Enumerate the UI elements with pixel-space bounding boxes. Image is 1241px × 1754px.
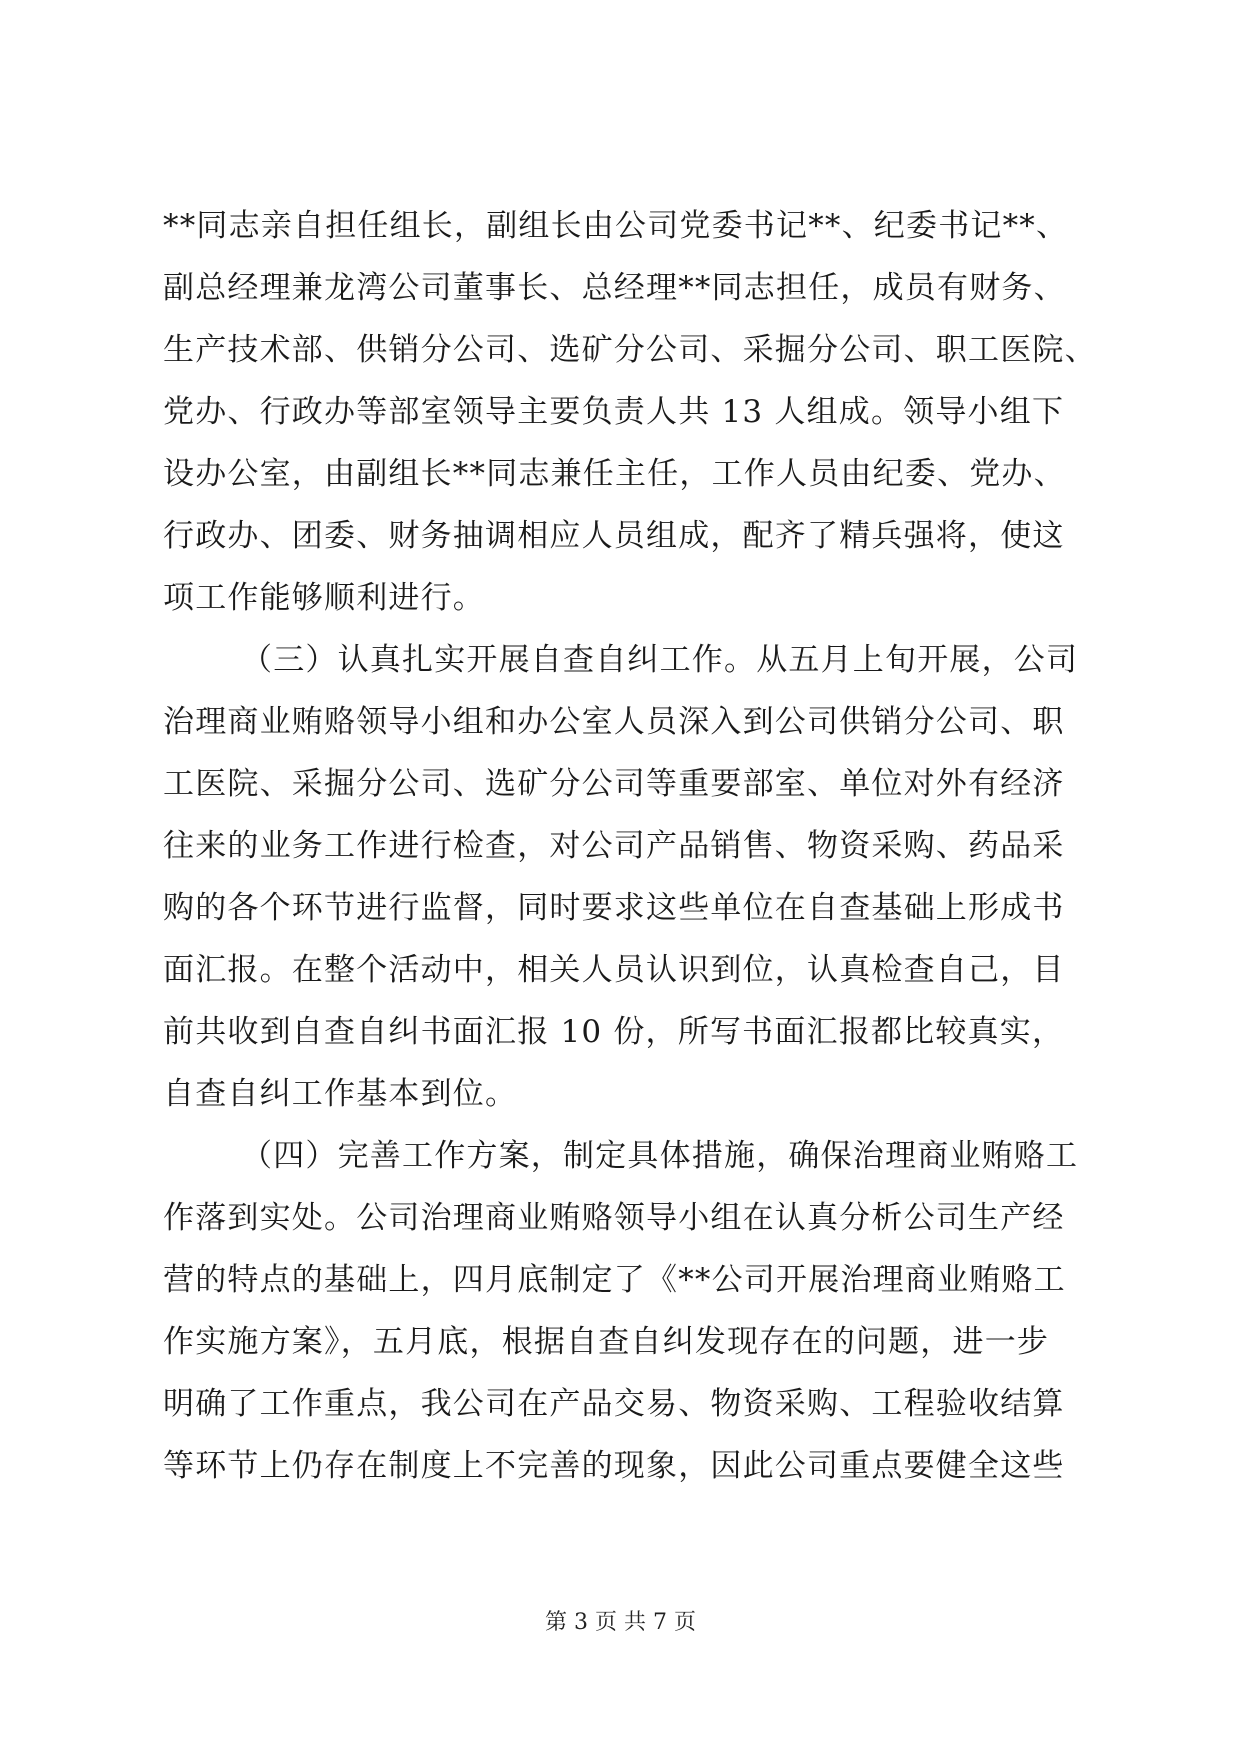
text-line: 设办公室，由副组长**同志兼任主任，工作人员由纪委、党办、	[163, 456, 1066, 492]
text-line: 作实施方案》，五月底，根据自查自纠发现存在的问题，进一步	[163, 1324, 1050, 1360]
text-line: 等环节上仍存在制度上不完善的现象，因此公司重点要健全这些	[163, 1448, 1065, 1484]
text-line: 生产技术部、供销分公司、选矿分公司、采掘分公司、职工医院、	[163, 332, 1097, 368]
page-number-footer: 第 3 页 共 7 页	[545, 1610, 696, 1635]
text-line: 购的各个环节进行监督，同时要求这些单位在自查基础上形成书	[163, 890, 1065, 926]
text-line: 党办、行政办等部室领导主要负责人共 13 人组成。领导小组下	[163, 394, 1065, 430]
text-line: 行政办、团委、财务抽调相应人员组成，配齐了精兵强将，使这	[163, 518, 1065, 554]
text-line: 明确了工作重点，我公司在产品交易、物资采购、工程验收结算	[163, 1386, 1065, 1422]
text-line: **同志亲自担任组长，副组长由公司党委书记**、纪委书记**、	[163, 208, 1069, 244]
text-line: 工医院、采掘分公司、选矿分公司等重要部室、单位对外有经济	[163, 766, 1065, 802]
text-line: （三）认真扎实开展自查自纠工作。从五月上旬开展，公司	[241, 642, 1079, 678]
text-line: 自查自纠工作基本到位。	[163, 1076, 518, 1112]
text-line: 面汇报。在整个活动中，相关人员认识到位，认真检查自己，目	[163, 952, 1065, 988]
text-line: 治理商业贿赂领导小组和办公室人员深入到公司供销分公司、职	[163, 704, 1065, 740]
text-line: 营的特点的基础上，四月底制定了《**公司开展治理商业贿赂工	[163, 1262, 1066, 1298]
text-line: （四）完善工作方案，制定具体措施，确保治理商业贿赂工	[241, 1138, 1079, 1174]
text-line: 副总经理兼龙湾公司董事长、总经理**同志担任，成员有财务、	[163, 270, 1066, 306]
document-body	[163, 195, 1097, 1497]
text-line: 前共收到自查自纠书面汇报 10 份，所写书面汇报都比较真实，	[163, 1014, 1065, 1050]
text-line: 作落到实处。公司治理商业贿赂领导小组在认真分析公司生产经	[163, 1200, 1065, 1236]
text-line: 项工作能够顺利进行。	[163, 580, 485, 616]
text-line: 往来的业务工作进行检查，对公司产品销售、物资采购、药品采	[163, 828, 1065, 864]
